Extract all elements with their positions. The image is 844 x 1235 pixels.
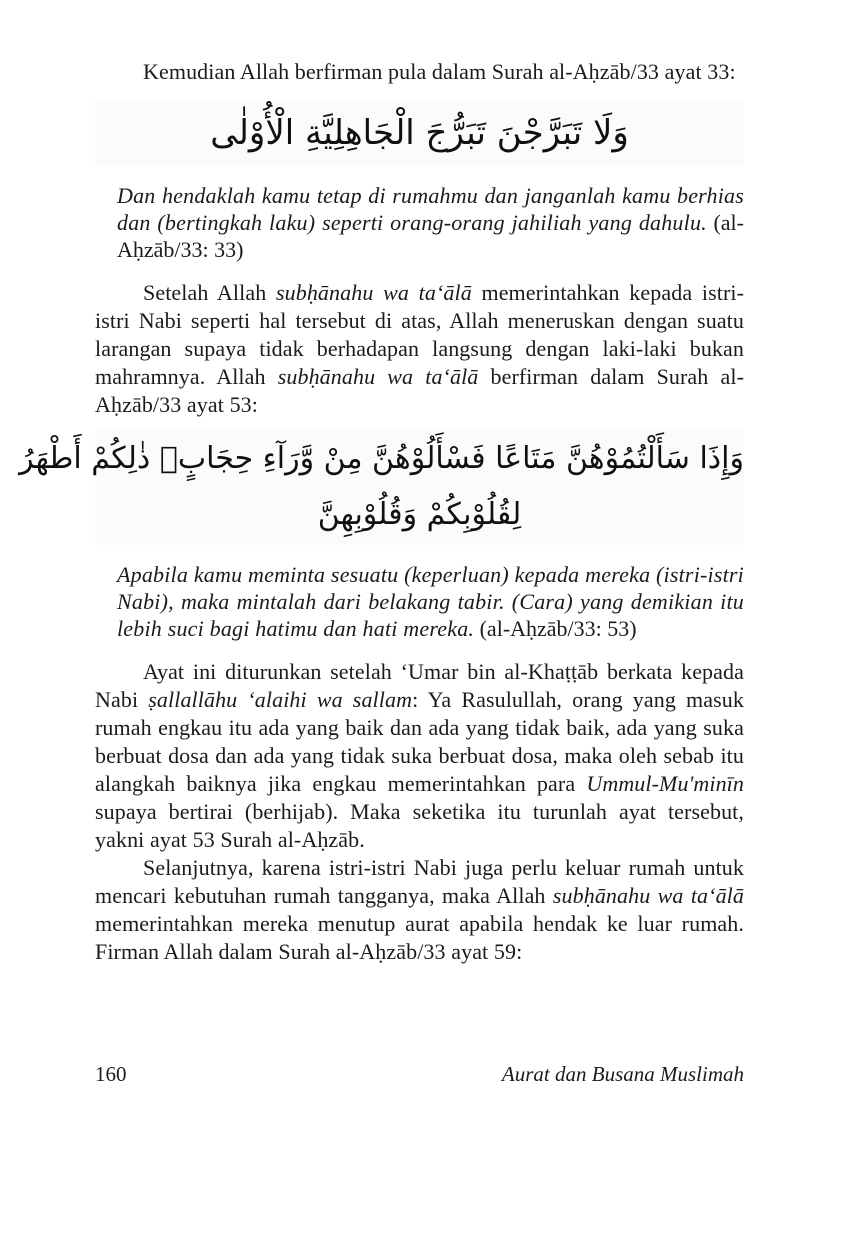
arabic-verse-line: وَلَا تَبَرَّجْنَ تَبَرُّجَ الْجَاهِلِيَّةِ الْأُوْلٰى [210, 113, 629, 153]
running-title: Aurat dan Busana Muslimah [501, 1062, 744, 1086]
arabic-verse-ahzab-33-33 [95, 100, 744, 166]
book-page [19, 58, 745, 966]
translation-ahzab-33-53: Apabila kamu meminta sesuatu (keperluan) kepada mereka (istri-istri Nabi), maka mintalah dari belakang tabir. (Cara) yang demikian itu lebih suci bagi hatimu dan hati mereka. (al-Aḥzāb/33: 53) [117, 562, 744, 641]
paragraph-setelah-allah: Setelah Allah subḥānahu wa ta‘ālā memerintahkan kepada istri-istri Nabi seperti hal tersebut di atas, Allah meneruskan dengan suatu larangan supaya tidak berhadapan langsung dengan laki-laki bukan mahramnya. Allah subḥānahu wa ta‘ālā berfirman dalam Surah al-Aḥzāb/33 ayat 53: [95, 280, 745, 417]
page-number: 160 [95, 1062, 127, 1086]
arabic-verse-ahzab-33-53 [19, 429, 744, 545]
arabic-verse-line: لِقُلُوْبِكُمْ وَقُلُوْبِهِنَّ [317, 497, 522, 532]
paragraph-selanjutnya: Selanjutnya, karena istri-istri Nabi juga perlu keluar rumah untuk mencari kebutuhan rumah tangganya, maka Allah subḥānahu wa ta‘ālā memerintahkan mereka menutup aurat apabila hendak ke luar rumah. Firman Allah dalam Surah al-Aḥzāb/33 ayat 59: [95, 855, 744, 964]
translation-ahzab-33-33: Dan hendaklah kamu tetap di rumahmu dan janganlah kamu berhias dan (bertingkah laku) seperti orang-orang jahiliah yang dahulu. (al-Aḥzāb/33: 33) [117, 183, 744, 262]
page-footer [95, 1062, 744, 1087]
paragraph-asbabun-nuzul: Ayat ini diturunkan setelah ‘Umar bin al-Khaṭṭāb berkata kepada Nabi ṣallallāhu ‘alaihi wa sallam: Ya Rasulullah, orang yang masuk rumah engkau itu ada yang baik dan ada yang tidak baik, ada yang suka berbuat dosa dan ada yang tidak suka berbuat dosa, maka oleh sebab itu alangkah baiknya jika engkau memerintahkan para Ummul-Mu'minīn supaya bertirai (berhijab). Maka seketika itu turunlah ayat tersebut, yakni ayat 53 Surah al-Aḥzāb. [95, 659, 744, 852]
arabic-verse-line: وَإِذَا سَأَلْتُمُوْهُنَّ مَتَاعًا فَسْأَلُوْهُنَّ مِنْ وَّرَآءِ حِجَابٍۚ ذٰلِكُمْ أَطْهَرُ [19, 441, 744, 476]
paragraph-intro-ayat-33: Kemudian Allah berfirman pula dalam Surah al-Aḥzāb/33 ayat 33: [143, 59, 736, 84]
